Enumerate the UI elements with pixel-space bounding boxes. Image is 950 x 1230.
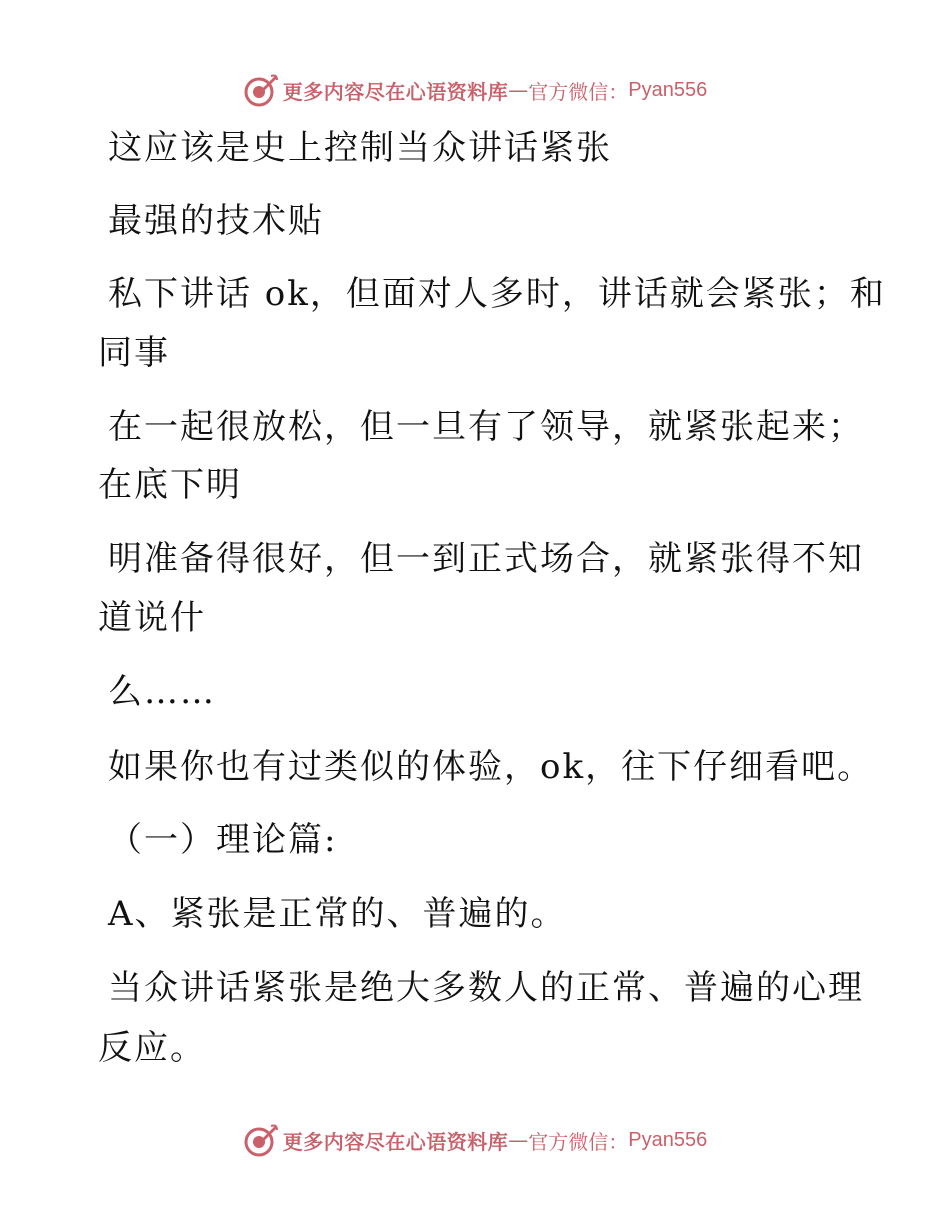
body-line: 反应。 (98, 1028, 206, 1068)
body-line: 道说什 (98, 598, 206, 638)
body-line: 当众讲话紧张是绝大多数人的正常、普遍的心理 (108, 968, 864, 1008)
header-brand-text: 更多内容尽在心语资料库 (282, 79, 509, 104)
body-line: 私下讲话 ok，但面对人多时，讲话就会紧张；和 (108, 274, 886, 314)
footer-dash: — (508, 1128, 529, 1152)
quill-logo-icon (243, 72, 279, 108)
body-line: 在一起很放松，但一旦有了领导，就紧张起来； (108, 407, 864, 447)
body-line: 么…… (108, 672, 216, 712)
body-line: 如果你也有过类似的体验，ok，往下仔细看吧。 (108, 747, 874, 787)
body-line: 明准备得很好，但一到正式场合，就紧张得不知 (108, 539, 864, 579)
body-line: A、紧张是正常的、普遍的。 (108, 894, 567, 934)
header-wechat-label: 官方微信： (528, 79, 629, 104)
body-line: （一）理论篇: (108, 820, 338, 860)
body-line: 最强的技术贴 (108, 201, 324, 241)
body-line: 这应该是史上控制当众讲话紧张 (108, 128, 612, 168)
footer-wechat-id: Pyan556 (628, 1128, 708, 1151)
quill-logo-icon (243, 1122, 279, 1158)
footer-wechat-label: 官方微信： (528, 1129, 629, 1154)
header-dash: — (508, 78, 529, 102)
footer-brand-text: 更多内容尽在心语资料库 (282, 1129, 509, 1154)
body-line: 同事 (98, 333, 170, 373)
header-wechat-id: Pyan556 (628, 78, 708, 101)
header-banner (0, 68, 950, 112)
body-line: 在底下明 (98, 465, 242, 505)
footer-banner (0, 1118, 950, 1162)
